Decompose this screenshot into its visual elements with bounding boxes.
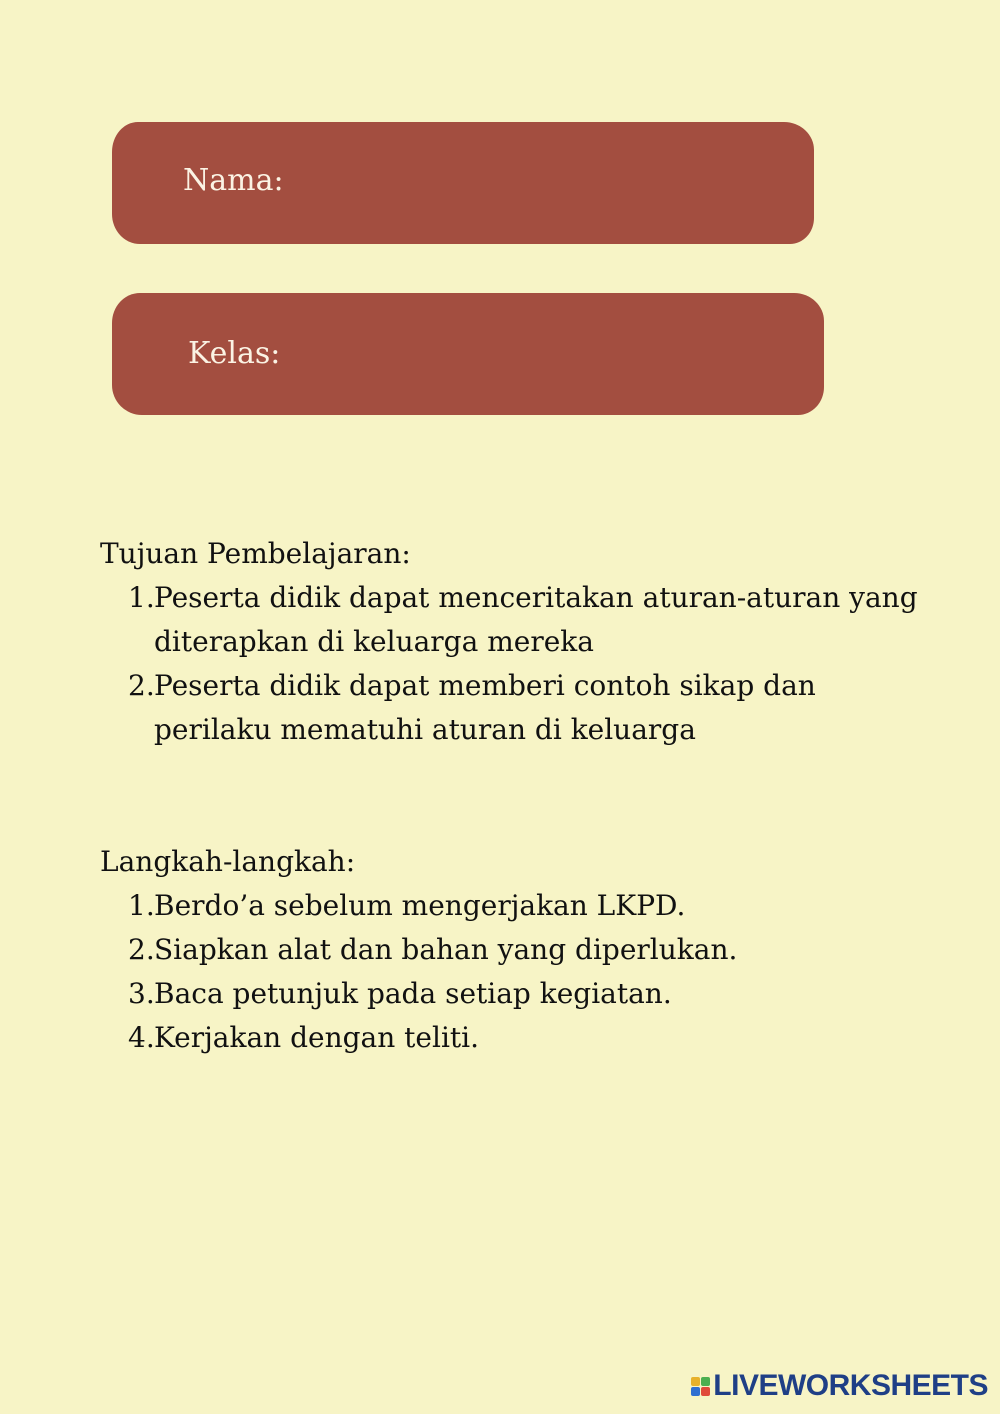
learning-objectives-section xyxy=(100,532,920,752)
class-label: Kelas: xyxy=(188,336,281,371)
item-number: 1. xyxy=(128,889,155,922)
item-number: 2. xyxy=(128,933,155,966)
list-item xyxy=(100,884,920,928)
list-item xyxy=(100,576,920,664)
learning-objectives-list xyxy=(100,576,920,752)
class-field-box[interactable] xyxy=(112,293,824,415)
logo-tile xyxy=(701,1377,710,1386)
watermark-text: LIVEWORKSHEETS xyxy=(713,1369,988,1402)
list-item xyxy=(100,972,920,1016)
steps-section xyxy=(100,840,920,1060)
item-number: 3. xyxy=(128,977,155,1010)
logo-tile xyxy=(701,1387,710,1396)
item-number: 1. xyxy=(128,581,155,614)
name-label: Nama: xyxy=(183,163,284,198)
steps-heading: Langkah-langkah: xyxy=(100,845,356,878)
item-number: 2. xyxy=(128,669,155,702)
liveworksheets-watermark xyxy=(691,1366,988,1406)
learning-objectives-heading: Tujuan Pembelajaran: xyxy=(100,537,411,570)
list-item xyxy=(100,928,920,972)
liveworksheets-logo-icon xyxy=(691,1377,710,1396)
steps-list xyxy=(100,884,920,1060)
item-text: Peserta didik dapat memberi contoh sikap dan perilaku mematuhi aturan di keluarga xyxy=(154,669,816,746)
list-item xyxy=(100,1016,920,1060)
item-text: Kerjakan dengan teliti. xyxy=(154,1021,480,1054)
list-item xyxy=(100,664,920,752)
name-field-box[interactable] xyxy=(112,122,814,244)
item-text: Siapkan alat dan bahan yang diperlukan. xyxy=(154,933,738,966)
logo-tile xyxy=(691,1387,700,1396)
item-number: 4. xyxy=(128,1021,155,1054)
item-text: Baca petunjuk pada setiap kegiatan. xyxy=(154,977,672,1010)
item-text: Peserta didik dapat menceritakan aturan-aturan yang diterapkan di keluarga mereka xyxy=(154,581,918,658)
item-text: Berdo’a sebelum mengerjakan LKPD. xyxy=(154,889,686,922)
logo-tile xyxy=(691,1377,700,1386)
